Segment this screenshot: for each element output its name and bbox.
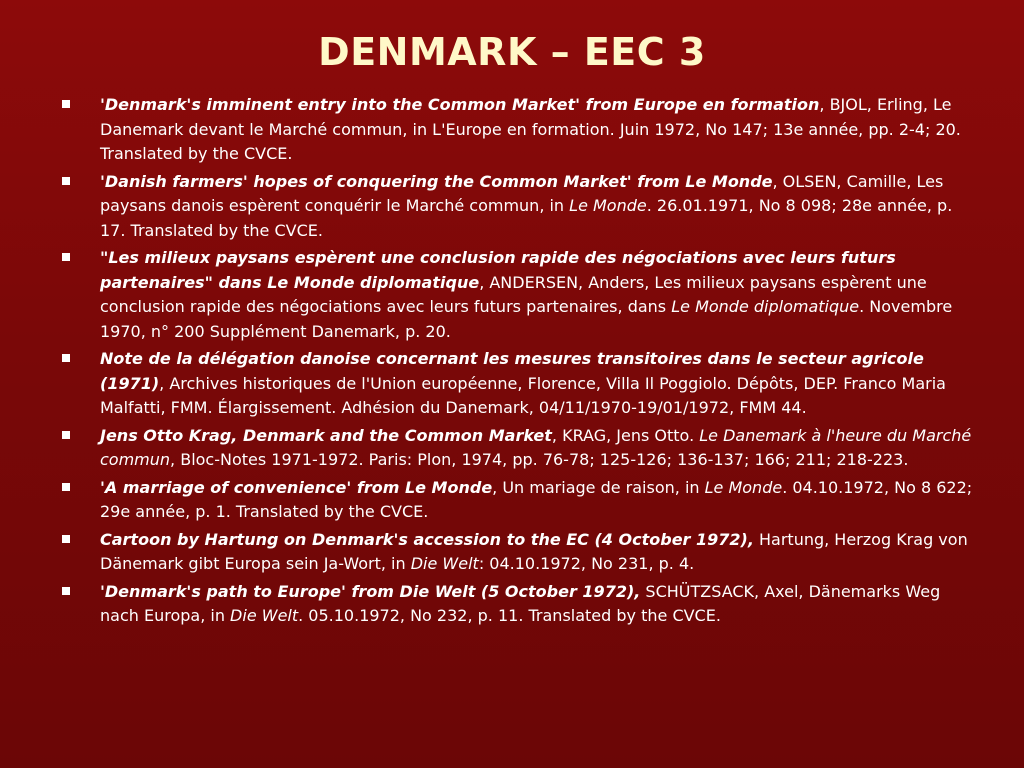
item-italic: Le Danemark à l'heure du Marché commun (100, 425, 972, 469)
item-lead: 'Denmark's path to Europe' from Die Welt (5 October 1972), (100, 581, 641, 601)
list-item (60, 246, 975, 344)
square-bullet-icon (62, 100, 70, 108)
list-item (60, 528, 975, 577)
square-bullet-icon (62, 253, 70, 261)
item-text: , Un mariage de raison, in (492, 477, 705, 497)
square-bullet-icon (62, 431, 70, 439)
list-item (60, 580, 975, 629)
item-lead: "Les milieux paysans espèrent une conclusion rapide des négociations avec leurs futurs partenaires" dans Le Monde diplomatique (100, 248, 896, 292)
square-bullet-icon (62, 354, 70, 362)
item-text: SCHÜTZSACK, Axel, Dänemarks Weg nach Europa, in (100, 581, 941, 625)
item-text: , BJOL, Erling, Le Danemark devant le Marché commun, in L'Europe en formation. Juin 1972, No 147; 13e année, pp. 2-4; 20. Translated by the CVCE. (100, 95, 961, 163)
item-text-tail: , Bloc-Notes 1971-1972. Paris: Plon, 1974, pp. 76-78; 125-126; 136-137; 166; 211; 218-223. (170, 450, 909, 469)
list-item (60, 170, 975, 244)
list-item (60, 476, 975, 525)
item-lead: 'Danish farmers' hopes of conquering the Common Market' from Le Monde (100, 171, 773, 191)
item-text: , ANDERSEN, Anders, Les milieux paysans espèrent une conclusion rapide des négociations avec leurs futurs partenaires, dans (100, 272, 927, 316)
item-italic: Le Monde diplomatique (671, 297, 860, 316)
reference-list (60, 93, 975, 632)
item-lead: Note de la délégation danoise concernant les mesures transitoires dans le secteur agricole (1971) (100, 349, 924, 393)
list-item (60, 93, 975, 167)
item-lead: 'A marriage of convenience' from Le Monde (100, 477, 493, 497)
item-text-tail: . 26.01.1971, No 8 098; 28e année, p. 17. Translated by the CVCE. (100, 196, 953, 240)
item-text: , KRAG, Jens Otto. (551, 425, 700, 445)
item-italic: Die Welt (230, 606, 299, 625)
item-text-tail: . Novembre 1970, n° 200 Supplément Danemark, p. 20. (100, 297, 953, 341)
item-italic: Le Monde (704, 477, 783, 497)
item-text: Hartung, Herzog Krag von Dänemark gibt Europa sein Ja-Wort, in (100, 529, 968, 573)
item-text-tail: . 04.10.1972, No 8 622; 29e année, p. 1. Translated by the CVCE. (100, 477, 973, 521)
square-bullet-icon (62, 587, 70, 595)
item-text-tail: . 05.10.1972, No 232, p. 11. Translated by the CVCE. (298, 606, 721, 625)
square-bullet-icon (62, 483, 70, 491)
item-text-tail: : 04.10.1972, No 231, p. 4. (478, 554, 695, 573)
list-item (60, 347, 975, 421)
list-item (60, 424, 975, 473)
item-text: , Archives historiques de l'Union européenne, Florence, Villa Il Poggiolo. Dépôts, DEP. Franco Maria Malfatti, FMM. Élargissement. Adhésion du Danemark, 04/11/1970-19/01/1972, FMM 44. (100, 373, 946, 417)
slide-title: DENMARK – EEC 3 (318, 30, 706, 74)
item-text: , OLSEN, Camille, Les paysans danois espèrent conquérir le Marché commun, in (100, 171, 944, 215)
square-bullet-icon (62, 535, 70, 543)
item-italic: Le Monde (569, 196, 647, 215)
item-lead: Jens Otto Krag, Denmark and the Common Market (100, 425, 552, 445)
square-bullet-icon (62, 177, 70, 185)
item-lead: Cartoon by Hartung on Denmark's accession to the EC (4 October 1972), (100, 529, 754, 549)
item-lead: 'Denmark's imminent entry into the Common Market' from Europe en formation (100, 95, 820, 114)
item-italic: Die Welt (410, 554, 479, 573)
